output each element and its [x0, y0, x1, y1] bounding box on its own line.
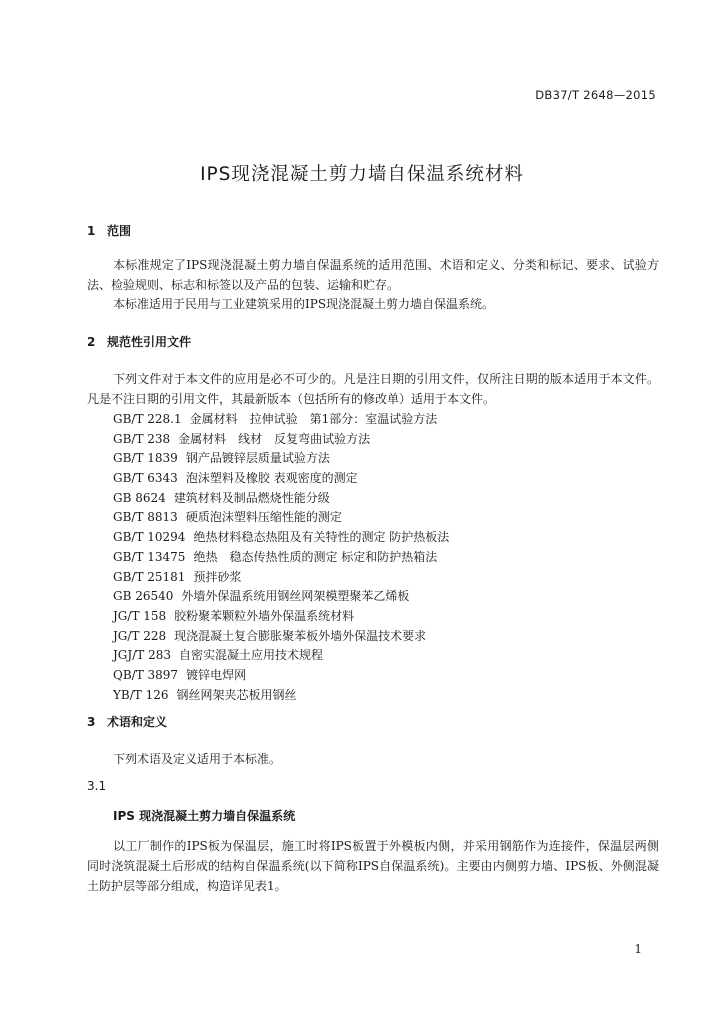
reference-code: GB/T 1839	[113, 451, 178, 466]
reference-code: GB/T 8813	[113, 510, 178, 525]
reference-item	[113, 469, 449, 489]
reference-item	[113, 686, 449, 706]
reference-name: 钢丝网架夹芯板用钢丝	[176, 687, 297, 702]
reference-name: 泡沫塑料及橡胶 表观密度的测定	[185, 471, 358, 486]
section-number: 3	[87, 715, 96, 729]
reference-name: 金属材料 拉伸试验 第1部分：室温试验方法	[189, 412, 438, 426]
reference-item	[113, 587, 449, 607]
reference-code: GB 8624	[113, 490, 166, 505]
section-number: 1	[87, 224, 96, 238]
subsection-number: 3.1	[87, 779, 107, 793]
reference-item	[113, 646, 449, 666]
paragraph: 本标准规定了IPS现浇混凝土剪力墙自保温系统的适用范围、术语和定义、分类和标记、要求、试验方法、检验规则、标志和标签以及产品的包装、运输和贮存。	[87, 258, 659, 292]
section-title: 规范性引用文件	[107, 335, 192, 349]
reference-item	[113, 607, 449, 627]
paragraph: 本标准适用于民用与工业建筑采用的IPS现浇混凝土剪力墙自保温系统。	[113, 297, 495, 311]
reference-item	[113, 528, 449, 548]
section-heading	[87, 333, 191, 350]
reference-code: JG/T 228	[113, 628, 167, 643]
reference-name: 建筑材料及制品燃烧性能分级	[173, 490, 330, 505]
reference-name: 自密实混凝土应用技术规程	[178, 648, 323, 663]
reference-code: GB/T 13475	[113, 549, 186, 564]
reference-name: 外墙外保温系统用钢丝网架模塑聚苯乙烯板	[181, 589, 410, 604]
reference-item	[113, 430, 449, 450]
reference-code: QB/T 3897	[113, 667, 179, 682]
reference-name: 硬质泡沫塑料压缩性能的测定	[185, 510, 342, 525]
page-number: 1	[634, 942, 642, 956]
reference-item	[113, 627, 449, 647]
reference-code: GB/T 10294	[113, 530, 186, 545]
reference-code: GB/T 25181	[113, 569, 186, 584]
section-number: 2	[87, 335, 96, 349]
reference-name: 预拌砂浆	[193, 569, 242, 584]
section-title: 术语和定义	[107, 715, 168, 729]
reference-code: YB/T 126	[113, 687, 169, 702]
section-heading	[87, 222, 131, 239]
reference-item	[113, 666, 449, 686]
reference-name: 绝热 稳态传热性质的测定 标定和防护热箱法	[193, 549, 438, 564]
reference-item	[113, 410, 449, 430]
term-heading: IPS 现浇混凝土剪力墙自保温系统	[113, 809, 296, 823]
paragraph: 下列术语及定义适用于本标准。	[113, 752, 282, 766]
reference-name: 现浇混凝土复合膨胀聚苯板外墙外保温技术要求	[174, 628, 427, 643]
reference-name: 钢产品镀锌层质量试验方法	[185, 451, 330, 466]
reference-item	[113, 449, 449, 469]
section-title: 范围	[107, 224, 132, 238]
standard-code: DB37/T 2648—2015	[535, 88, 656, 102]
reference-code: GB/T 228.1	[113, 412, 182, 426]
reference-code: GB 26540	[113, 589, 174, 604]
reference-code: GB/T 6343	[113, 471, 178, 486]
reference-item	[113, 508, 449, 528]
reference-code: JGJ/T 283	[113, 648, 171, 663]
section-heading	[87, 713, 167, 730]
reference-name: 胶粉聚苯颗粒外墙外保温系统材料	[174, 608, 355, 623]
reference-item	[113, 489, 449, 509]
reference-name: 金属材料 线材 反复弯曲试验方法	[178, 431, 371, 446]
reference-name: 镀锌电焊网	[186, 667, 247, 682]
reference-list	[113, 410, 449, 705]
document-title: IPS现浇混凝土剪力墙自保温系统材料	[200, 164, 524, 185]
reference-item	[113, 568, 449, 588]
reference-code: JG/T 158	[113, 608, 167, 623]
reference-name: 绝热材料稳态热阻及有关特性的测定 防护热板法	[193, 530, 450, 545]
paragraph: 下列文件对于本文件的应用是必不可少的。凡是注日期的引用文件，仅所注日期的版本适用于本文件。凡是不注日期的引用文件，其最新版本（包括所有的修改单）适用于本文件。	[87, 372, 659, 406]
reference-code: GB/T 238	[113, 431, 171, 446]
reference-item	[113, 548, 449, 568]
paragraph: 以工厂制作的IPS板为保温层，施工时将IPS板置于外模板内侧，并采用钢筋作为连接件，保温层两侧同时浇筑混凝土后形成的结构自保温系统(以下简称IPS自保温系统)。主要由内侧剪力墙、IPS板、外侧混凝土防护层等部分组成，构造详见表1。	[87, 839, 659, 893]
